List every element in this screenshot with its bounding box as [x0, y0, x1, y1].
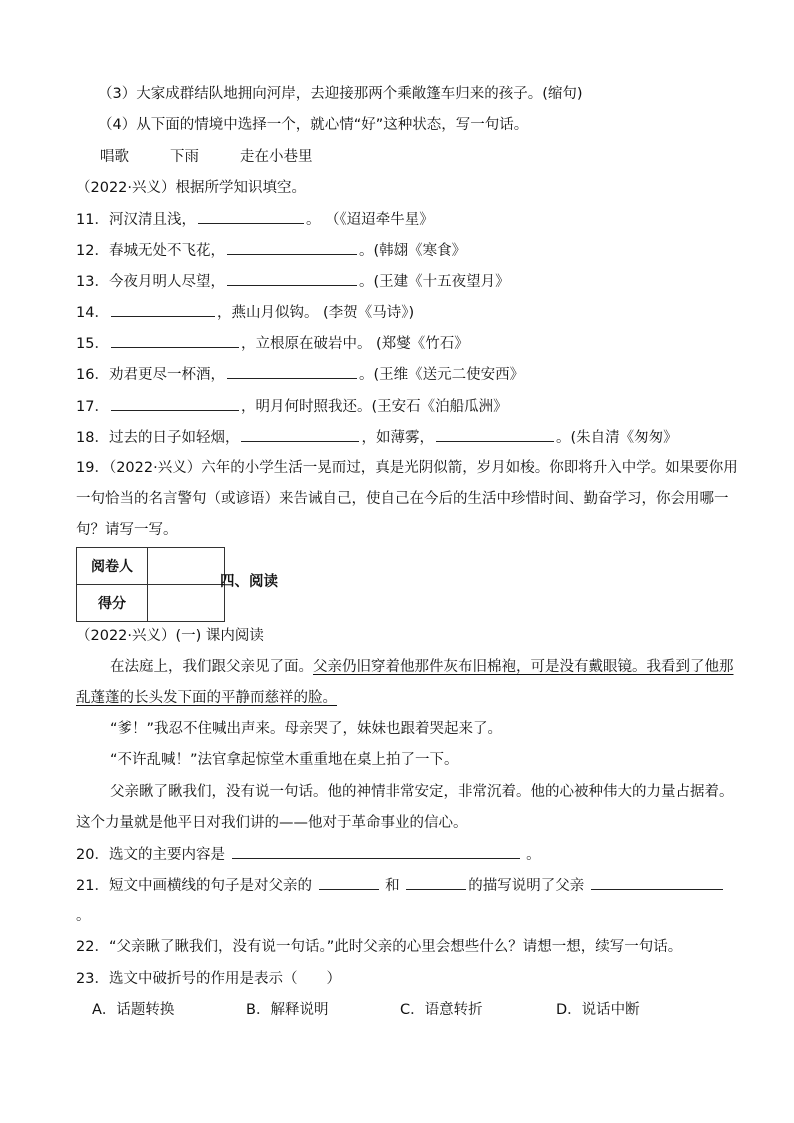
answer-blank[interactable] [111, 396, 239, 411]
q11-post: 。 （《迢迢牵牛星》 [305, 212, 434, 228]
passage-paragraph-4-continued: 这个力量就是他平日对我们讲的——他对于革命事业的信心。 [76, 815, 468, 831]
answer-blank[interactable] [232, 844, 520, 859]
passage-paragraph-1 [110, 657, 734, 677]
question-17 [76, 396, 508, 417]
question-12 [76, 240, 466, 261]
answer-blank[interactable] [227, 364, 357, 379]
passage-paragraph-2: “爹！”我忍不住喊出声来。母亲哭了，妹妹也跟着哭起来了。 [110, 721, 503, 737]
question-14 [76, 302, 414, 323]
score-label: 得分 [77, 585, 148, 622]
question-23: 23．选文中破折号的作用是表示（ ） [76, 971, 341, 987]
q20-post: 。 [526, 847, 541, 863]
q21-end: 。 [76, 908, 91, 924]
question-21 [76, 875, 725, 896]
q12-post: 。(韩翃《寒食》 [358, 243, 467, 259]
situation-3: 走在小巷里 [240, 149, 313, 165]
question-19-line-2: 一句恰当的名言警句（或谚语）来告诫自己，使自己在今后的生活中珍惜时间、勤奋学习，你会用哪一 [76, 491, 729, 507]
situation-2: 下雨 [170, 149, 199, 165]
answer-blank[interactable] [241, 427, 359, 442]
option-b[interactable]: B．解释说明 [246, 1002, 329, 1018]
q11-pre: 11．河汉清且浅， [76, 212, 196, 228]
passage-paragraph-4: 父亲瞅了瞅我们，没有说一句话。他的神情非常安定，非常沉着。他的心被种伟大的力量占据着。 [110, 784, 734, 800]
question-3: （3）大家成群结队地拥向河岸，去迎接那两个乘敞篷车归来的孩子。(缩句) [98, 86, 583, 102]
score-cell[interactable] [148, 585, 225, 622]
fill-intro: （2022·兴义）根据所学知识填空。 [76, 180, 307, 196]
option-a[interactable]: A．话题转换 [92, 1002, 175, 1018]
passage-p1-text: 在法庭上，我们跟父亲见了面。 [110, 659, 313, 675]
answer-blank[interactable] [406, 875, 466, 890]
question-22: 22．“父亲瞅了瞅我们，没有说一句话。”此时父亲的心里会想些什么？请想一想，续写一句话。 [76, 939, 683, 955]
q15-pre: 15． [76, 336, 109, 352]
q20-pre: 20．选文的主要内容是 [76, 847, 225, 863]
answer-blank[interactable] [111, 333, 239, 348]
answer-blank[interactable] [198, 209, 304, 224]
underlined-sentence: 父亲仍旧穿着他那件灰布旧棉袍，可是没有戴眼镜。我看到了他那 [313, 659, 734, 675]
q13-post: 。(王建《十五夜望月》 [358, 274, 510, 290]
section-title: 四、阅读 [220, 574, 278, 590]
q14-pre: 14． [76, 305, 109, 321]
question-18 [76, 427, 678, 448]
option-d[interactable]: D．说话中断 [556, 1002, 640, 1018]
question-4: （4）从下面的情境中选择一个，就心情“好”这种状态，写一句话。 [98, 117, 529, 133]
q18-mid: ，如薄雾， [361, 430, 434, 446]
q12-pre: 12．春城无处不飞花， [76, 243, 225, 259]
situation-1: 唱歌 [100, 149, 129, 165]
answer-blank[interactable] [591, 875, 723, 890]
q17-post: ，明月何时照我还。(王安石《泊船瓜洲》 [240, 399, 508, 415]
answer-blank[interactable] [227, 240, 357, 255]
question-19-line-3: 句？请写一写。 [76, 522, 178, 538]
q13-pre: 13．今夜月明人尽望， [76, 274, 225, 290]
q16-post: 。(王维《送元二使安西》 [358, 367, 525, 383]
reading-intro: （2022·兴义）(一) 课内阅读 [76, 628, 264, 644]
answer-blank[interactable] [436, 427, 554, 442]
underlined-sentence-continued: 乱蓬蓬的长头发下面的平静而慈祥的脸。 [76, 690, 337, 706]
answer-blank[interactable] [111, 302, 215, 317]
q18-post: 。(朱自清《匆匆》 [555, 430, 678, 446]
question-11 [76, 209, 434, 230]
q21-pre: 21．短文中画横线的句子是对父亲的 [76, 878, 312, 894]
q14-post: ，燕山月似钩。 (李贺《马诗》) [216, 305, 415, 321]
score-table [76, 547, 225, 622]
question-15 [76, 333, 469, 354]
question-16 [76, 364, 524, 385]
reviewer-label: 阅卷人 [77, 548, 148, 585]
passage-paragraph-3: “不许乱喊！”法官拿起惊堂木重重地在桌上拍了一下。 [110, 752, 459, 768]
reviewer-cell[interactable] [148, 548, 225, 585]
question-19-line-1: 19．（2022·兴义）六年的小学生活一晃而过，真是光阴似箭，岁月如梭。你即将升入中学。如果要你用 [76, 460, 738, 476]
q16-pre: 16．劝君更尽一杯酒， [76, 367, 225, 383]
q21-mid1: 和 [385, 878, 400, 894]
answer-blank[interactable] [227, 271, 357, 286]
question-13 [76, 271, 510, 292]
q17-pre: 17． [76, 399, 109, 415]
q15-post: ，立根原在破岩中。 (郑燮《竹石》 [240, 336, 469, 352]
option-c[interactable]: C．语意转折 [400, 1002, 483, 1018]
q18-pre: 18．过去的日子如轻烟， [76, 430, 240, 446]
answer-blank[interactable] [319, 875, 379, 890]
q21-mid2: 的描写说明了父亲 [468, 878, 585, 894]
question-20 [76, 844, 541, 865]
